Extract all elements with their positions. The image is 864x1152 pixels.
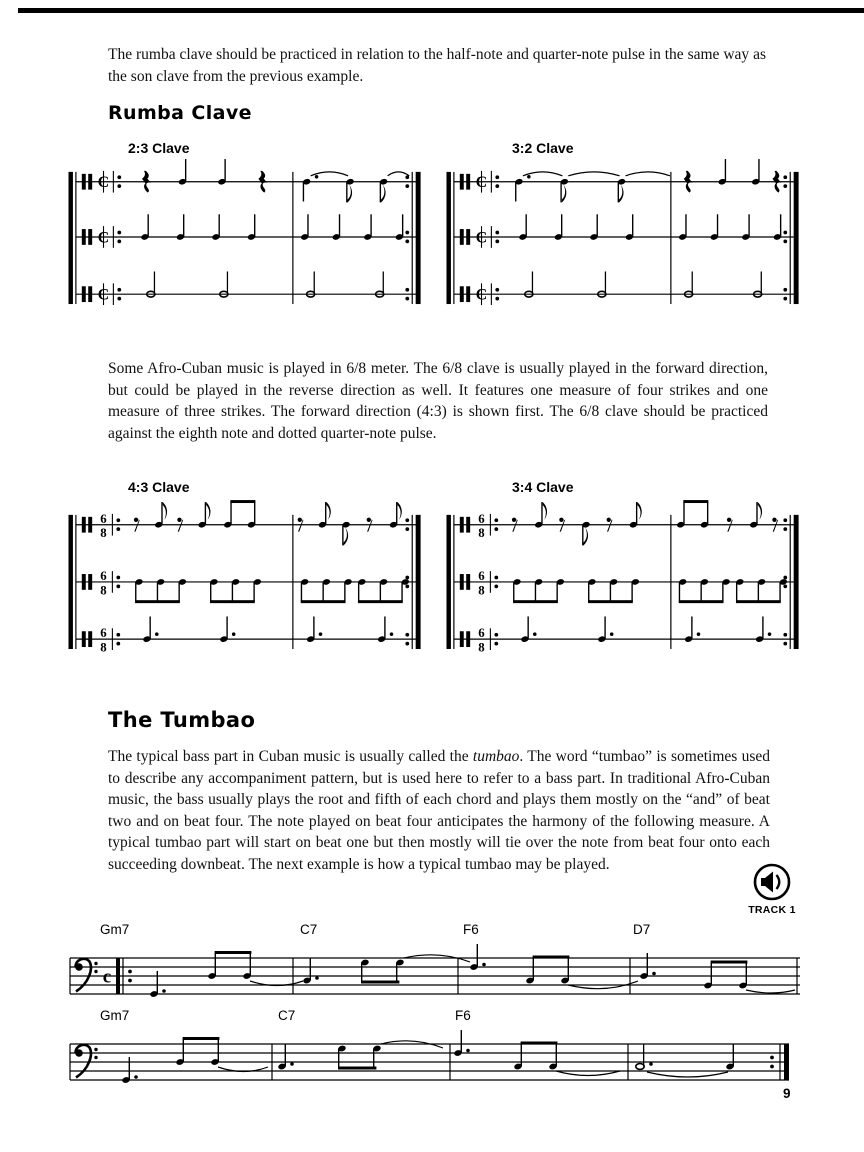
clave-label-4-3: 4:3 Clave xyxy=(128,479,190,495)
audio-track-icon xyxy=(752,862,792,902)
bass-time-signature: c xyxy=(102,966,112,988)
chord-symbol-f6: F6 xyxy=(463,922,479,937)
bass-system-2 xyxy=(60,1008,808,1090)
chord-symbol-d7: D7 xyxy=(633,922,651,937)
tumbao-term-italic: tumbao xyxy=(472,748,520,765)
bass-clef-icon xyxy=(75,959,98,992)
intro-paragraph: The rumba clave should be practiced in relation to the half-note and quarter-note pulse in the same way as the son clave from the previous example. xyxy=(108,46,766,85)
notation-system-3-4-clave xyxy=(446,497,806,657)
page-number: 9 xyxy=(783,1086,791,1101)
percussion-clef-icon xyxy=(82,512,120,540)
bass-system-1 xyxy=(60,922,808,1004)
tumbao-paragraph xyxy=(108,746,770,875)
percussion-clef-icon xyxy=(460,512,498,540)
bass-clef-icon xyxy=(75,1045,98,1078)
bass-staff-line-2 xyxy=(60,1024,805,1088)
tumbao-paragraph-lead: The typical bass part in Cuban music is usually called the xyxy=(108,748,473,765)
track-label: TRACK 1 xyxy=(748,904,796,916)
notation-system-4-3-clave xyxy=(68,497,428,657)
rumba-clave-heading: Rumba Clave xyxy=(108,102,252,124)
six-eight-paragraph: Some Afro-Cuban music is played in 6/8 meter. The 6/8 clave is usually played in the forward direction, but could be played in the reverse direction as well. It features one measure of four strikes and one measure of three strikes. The forward direction (4:3) is shown first. The 6/8 clave should be practiced against the eighth note and dotted quarter-note pulse. xyxy=(108,360,768,442)
tumbao-heading: The Tumbao xyxy=(108,708,256,732)
notation-system-3-2-clave xyxy=(446,156,806,314)
bass-staff-line-1 xyxy=(60,938,805,1002)
chord-symbol-gm7: Gm7 xyxy=(100,1008,130,1023)
tumbao-paragraph-rest: . The word “tumbao” is sometimes used to describe any accompaniment pattern, but is used here to refer to a bass part. In traditional Afro-Cuban music, the bass usually plays the root and fifth of each chord and plays them mostly on the “and” of beat two and on beat four. The note played on beat four anticipates the harmony of the following measure. A typical tumbao part will start on beat one but then mostly will tie over the note from beat four onto each succeeding downbeat. The next example is how a typical tumbao may be played. xyxy=(108,748,770,873)
notation-system-2-3-clave xyxy=(68,156,428,314)
clave-label-3-2: 3:2 Clave xyxy=(512,140,574,156)
chord-symbol-c7: C7 xyxy=(278,1008,296,1023)
clave-label-3-4: 3:4 Clave xyxy=(512,479,574,495)
chord-symbol-f6: F6 xyxy=(455,1008,471,1023)
page-top-rule xyxy=(18,8,864,13)
clave-label-2-3: 2:3 Clave xyxy=(128,140,190,156)
chord-symbol-gm7: Gm7 xyxy=(100,922,130,937)
chord-symbol-c7: C7 xyxy=(300,922,318,937)
